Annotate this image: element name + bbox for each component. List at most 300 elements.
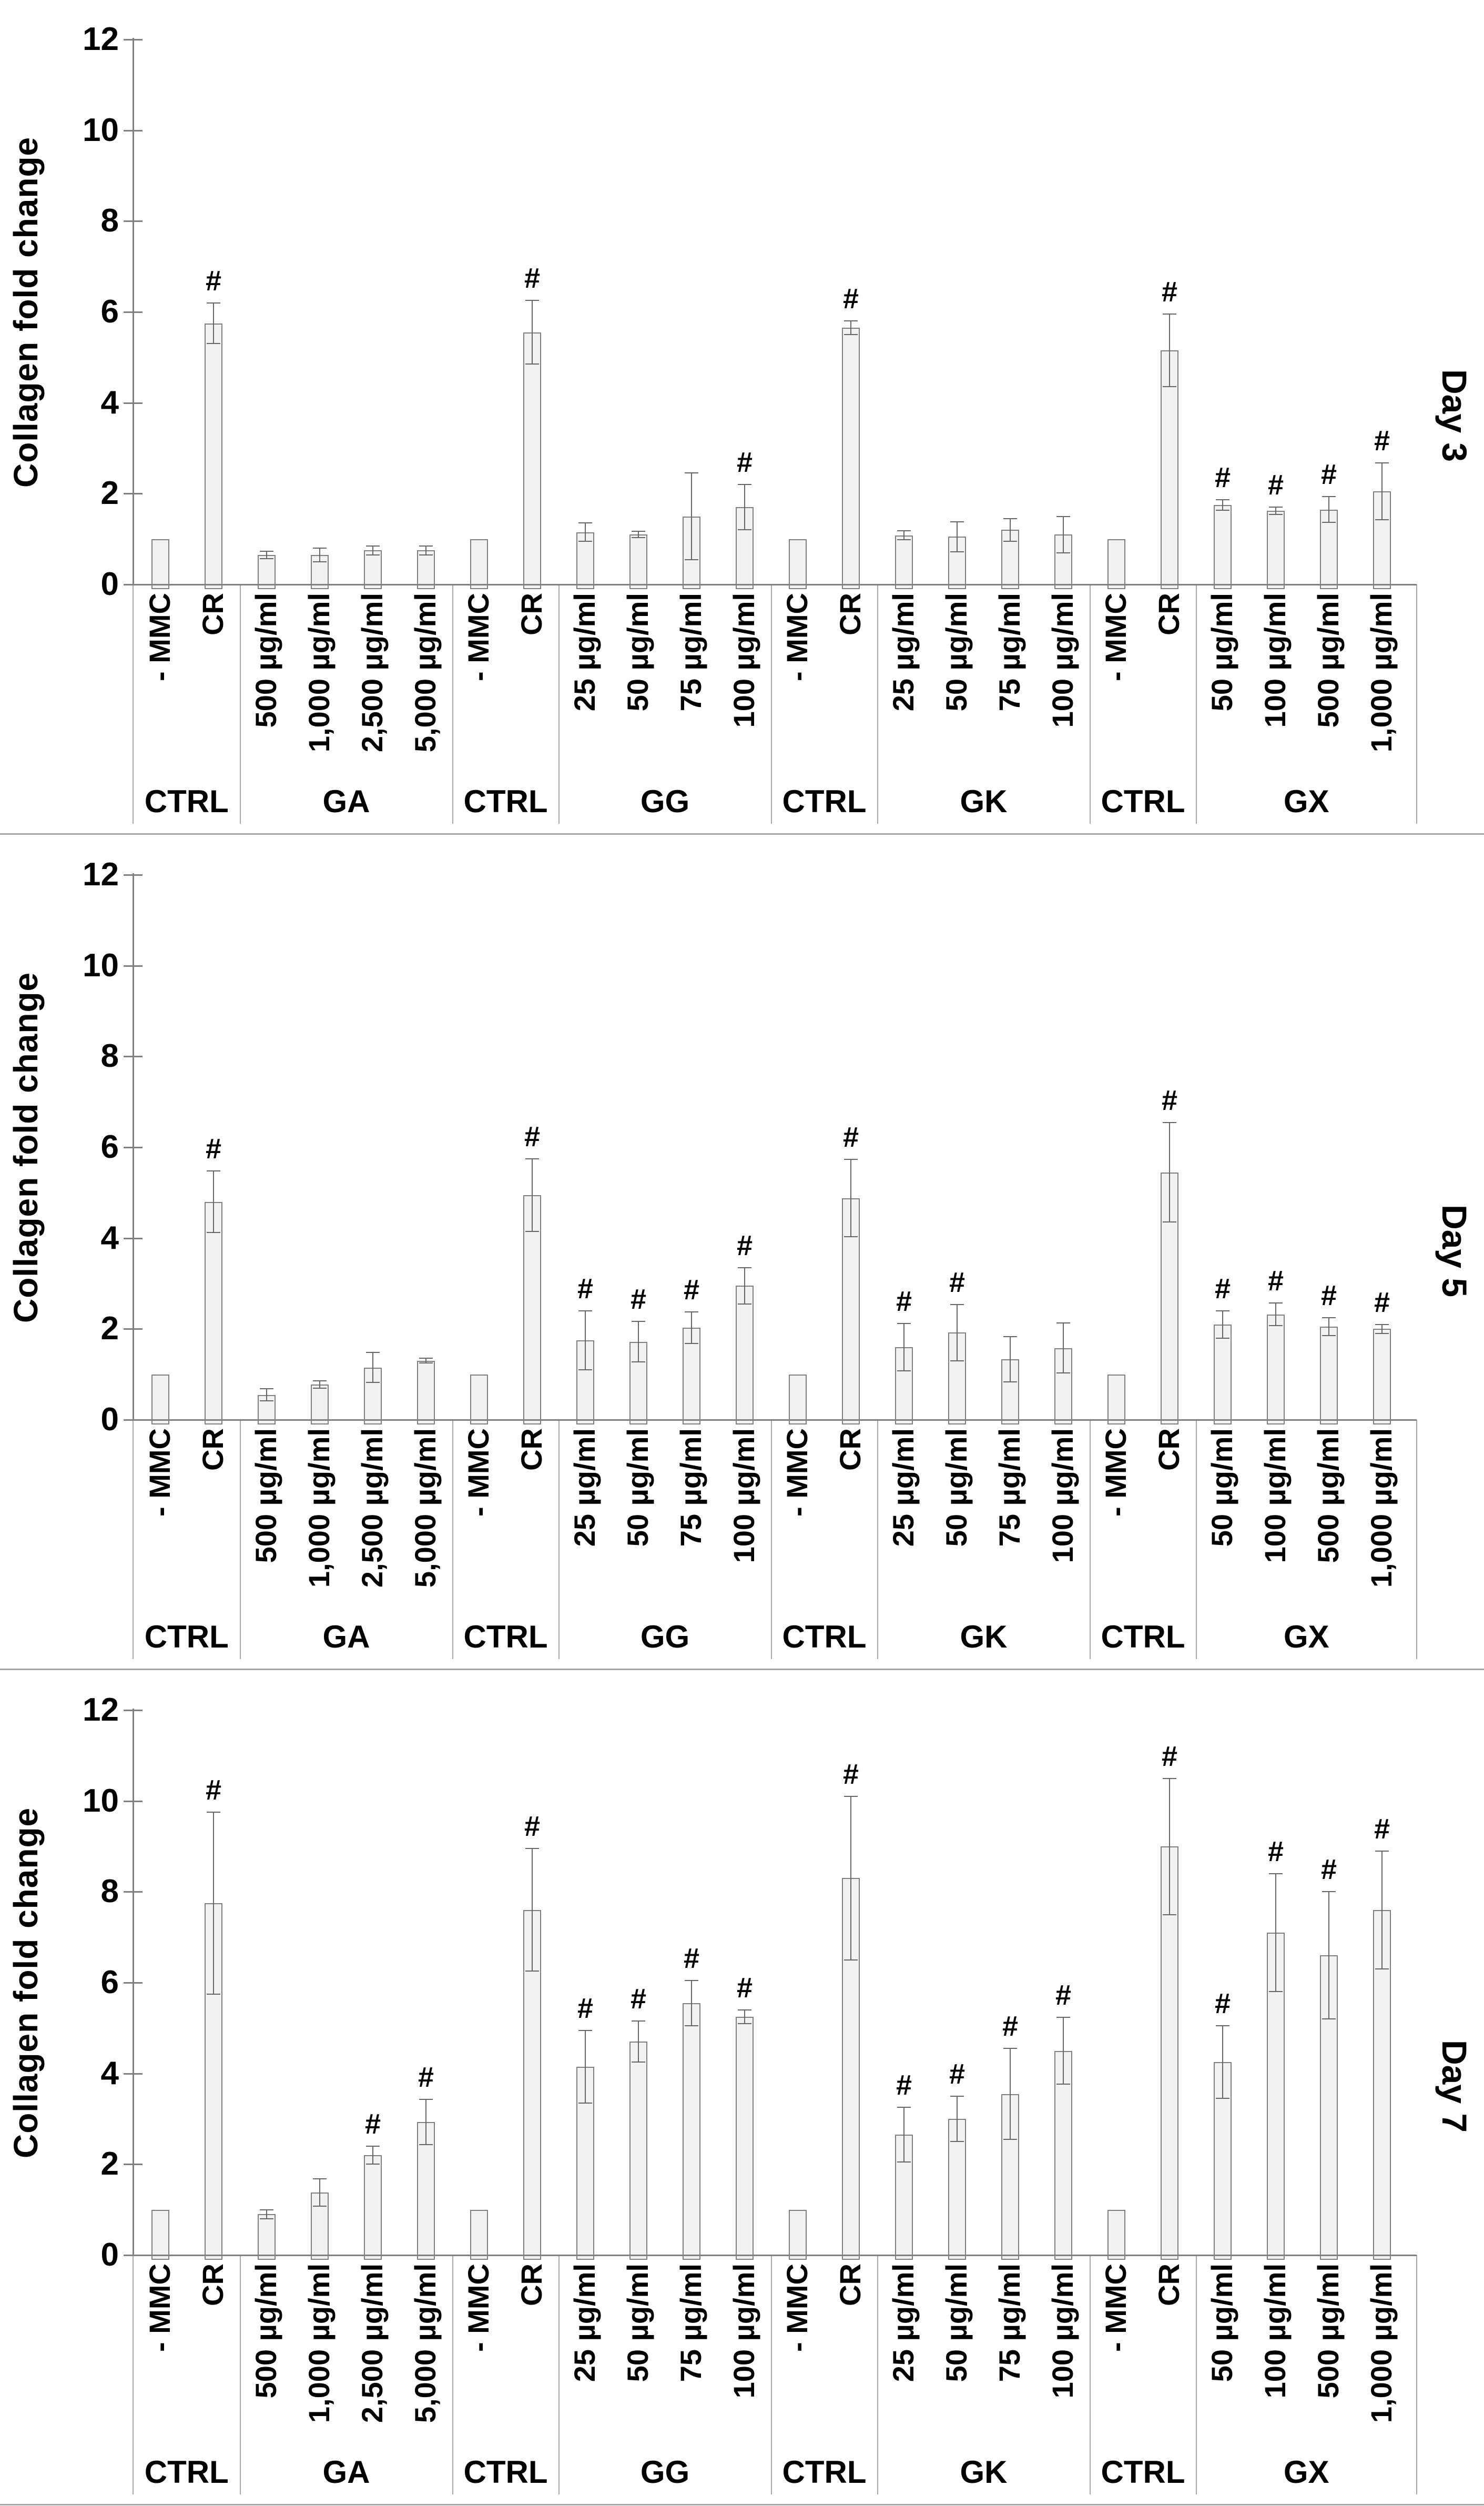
error-bar-cap-top xyxy=(1003,518,1017,519)
error-bar-cap-bottom xyxy=(950,1360,964,1361)
category-label: CR xyxy=(515,593,548,635)
error-bar-cap-bottom xyxy=(1216,510,1229,511)
error-bar-cap-top xyxy=(1163,1778,1176,1779)
category-label: 100 µg/ml xyxy=(1258,2264,1292,2399)
error-bar-cap-bottom xyxy=(525,363,539,365)
error-bar-cap-bottom xyxy=(632,1361,645,1362)
category-label: - MMC xyxy=(143,1428,176,1517)
error-bar xyxy=(585,523,586,541)
error-bar xyxy=(1169,1123,1170,1222)
category-label: 500 µg/ml xyxy=(1312,1428,1345,1563)
y-tick-label: 8 xyxy=(100,1873,119,1910)
label-table-separator xyxy=(452,1420,453,1659)
bar-ctrl--mmc xyxy=(151,1375,169,1424)
category-label: - MMC xyxy=(1099,593,1132,681)
error-bar-cap-top xyxy=(738,2009,751,2010)
significance-marker: # xyxy=(842,283,859,315)
error-bar-cap-top xyxy=(1056,2017,1070,2018)
y-axis-tick xyxy=(124,965,143,967)
error-bar-cap-top xyxy=(366,545,380,547)
group-label-gx-7: GX xyxy=(1283,784,1329,819)
significance-marker: # xyxy=(683,1274,700,1306)
error-bar-cap-top xyxy=(578,1310,592,1311)
error-bar-cap-top xyxy=(844,1159,858,1160)
category-label: 100 µg/ml xyxy=(1046,2264,1079,2399)
category-label: CR xyxy=(1152,1428,1185,1471)
category-label: CR xyxy=(1152,2264,1185,2306)
error-bar-cap-bottom xyxy=(260,2218,273,2219)
group-label-ga-1: GA xyxy=(322,2454,370,2490)
group-label-gg-3: GG xyxy=(640,1619,690,1654)
error-bar xyxy=(691,473,692,559)
group-label-gg-3: GG xyxy=(640,2454,690,2490)
error-bar-cap-top xyxy=(578,2030,592,2031)
error-bar-cap-top xyxy=(578,522,592,523)
significance-marker: # xyxy=(736,1229,753,1261)
error-bar-cap-bottom xyxy=(844,1959,858,1961)
error-bar-cap-bottom xyxy=(207,343,220,344)
error-bar xyxy=(1222,500,1223,511)
error-bar-cap-top xyxy=(1269,507,1283,508)
label-table-separator xyxy=(877,2255,878,2494)
error-bar xyxy=(638,1321,639,1362)
error-bar xyxy=(1222,2026,1223,2098)
category-label: 5,000 µg/ml xyxy=(409,593,442,753)
significance-marker: # xyxy=(949,1266,965,1298)
bar-ctrl--mmc xyxy=(789,2210,807,2260)
significance-marker: # xyxy=(736,1972,753,2004)
error-bar xyxy=(372,1352,373,1382)
error-bar xyxy=(372,2146,373,2165)
category-label: 50 µg/ml xyxy=(940,593,973,712)
y-tick-label: 0 xyxy=(100,1401,119,1438)
error-bar-cap-top xyxy=(685,1980,698,1981)
error-bar-cap-bottom xyxy=(1322,1335,1336,1336)
significance-marker: # xyxy=(1214,1988,1231,2020)
error-bar-cap-bottom xyxy=(313,561,327,562)
bar-gg-100-g-ml xyxy=(736,2017,754,2260)
bar-gx-50-g-ml xyxy=(1214,1325,1232,1424)
category-label: 100 µg/ml xyxy=(727,2264,760,2399)
y-tick-label: 0 xyxy=(100,2237,119,2273)
group-label-gx-7: GX xyxy=(1283,1619,1329,1654)
category-label: 100 µg/ml xyxy=(1046,593,1079,728)
bar-ga-1-000-g-ml xyxy=(311,1385,329,1424)
error-bar-cap-top xyxy=(685,472,698,473)
error-bar-cap-bottom xyxy=(1375,1968,1389,1969)
category-label: 100 µg/ml xyxy=(727,1428,760,1563)
y-axis-tick xyxy=(124,493,143,494)
bar-gg-100-g-ml xyxy=(736,1286,754,1424)
label-table-separator xyxy=(1416,1420,1417,1659)
group-label-ga-1: GA xyxy=(322,1619,370,1654)
y-axis-tick xyxy=(124,39,143,41)
group-label-ctrl-6: CTRL xyxy=(1101,2454,1185,2490)
y-tick-label: 10 xyxy=(83,947,119,984)
label-table-separator xyxy=(771,1420,772,1659)
category-label: - MMC xyxy=(143,593,176,681)
bar-ctrl--mmc xyxy=(1107,2210,1125,2260)
y-axis-tick xyxy=(124,2164,143,2165)
error-bar-cap-bottom xyxy=(844,1236,858,1237)
category-label: 25 µg/ml xyxy=(568,593,601,712)
significance-marker: # xyxy=(896,2069,912,2101)
error-bar-cap-top xyxy=(1322,1317,1336,1318)
error-bar-cap-bottom xyxy=(1269,1325,1283,1326)
label-table-separator xyxy=(877,1420,878,1659)
significance-marker: # xyxy=(1002,2010,1019,2043)
error-bar-cap-bottom xyxy=(419,554,433,555)
error-bar-cap-top xyxy=(1003,2048,1017,2049)
y-axis-title: Collagen fold change xyxy=(7,972,45,1323)
category-label: 75 µg/ml xyxy=(674,593,707,712)
error-bar-cap-bottom xyxy=(1163,1914,1176,1915)
category-label: 25 µg/ml xyxy=(887,593,920,712)
error-bar-cap-top xyxy=(1003,1336,1017,1337)
significance-marker: # xyxy=(524,1120,541,1153)
error-bar-cap-bottom xyxy=(897,539,911,540)
panel-separator-line xyxy=(0,1669,1484,1670)
error-bar-cap-top xyxy=(897,2107,911,2108)
error-bar-cap-bottom xyxy=(738,529,751,530)
y-axis-tick xyxy=(124,1328,143,1330)
label-table-separator xyxy=(240,1420,241,1659)
error-bar-cap-bottom xyxy=(578,2103,592,2104)
significance-marker: # xyxy=(205,1133,222,1165)
significance-marker: # xyxy=(949,2058,965,2090)
y-axis-tick xyxy=(124,1982,143,1984)
significance-marker: # xyxy=(1320,1279,1337,1311)
chart-panel-day-7 xyxy=(0,1671,1484,2506)
significance-marker: # xyxy=(577,1272,594,1305)
bar-ga-2-500-g-ml xyxy=(364,550,382,589)
y-tick-label: 2 xyxy=(100,1310,119,1347)
error-bar-cap-top xyxy=(366,1352,380,1353)
error-bar xyxy=(532,300,533,364)
label-table-separator xyxy=(133,584,134,824)
significance-marker: # xyxy=(1320,1854,1337,1886)
error-bar-cap-bottom xyxy=(738,1303,751,1305)
error-bar xyxy=(1381,463,1383,519)
group-label-ctrl-4: CTRL xyxy=(782,784,867,819)
category-label: 100 µg/ml xyxy=(727,593,760,728)
error-bar-cap-bottom xyxy=(632,2062,645,2063)
error-bar-cap-bottom xyxy=(578,541,592,542)
significance-marker: # xyxy=(364,2108,381,2140)
group-label-ctrl-6: CTRL xyxy=(1101,784,1185,819)
error-bar-cap-top xyxy=(632,1321,645,1322)
error-bar-cap-bottom xyxy=(897,1370,911,1371)
category-label: 500 µg/ml xyxy=(249,2264,282,2399)
error-bar-cap-bottom xyxy=(1375,519,1389,520)
category-label: - MMC xyxy=(1099,1428,1132,1517)
bar-gx-50-g-ml xyxy=(1214,505,1232,589)
label-table-separator xyxy=(240,2255,241,2494)
x-axis xyxy=(133,2255,1417,2256)
label-table-separator xyxy=(1196,584,1197,824)
significance-marker: # xyxy=(524,262,541,295)
error-bar-cap-bottom xyxy=(525,1231,539,1232)
y-axis-title: Collagen fold change xyxy=(7,1807,45,2158)
error-bar-cap-bottom xyxy=(1322,522,1336,523)
category-label: 25 µg/ml xyxy=(568,1428,601,1547)
bar-ctrl-cr xyxy=(205,324,222,589)
y-tick-label: 4 xyxy=(100,1219,119,1256)
error-bar-cap-bottom xyxy=(1056,2084,1070,2085)
category-label: - MMC xyxy=(1099,2264,1132,2352)
error-bar-cap-top xyxy=(897,1323,911,1324)
error-bar-cap-bottom xyxy=(1269,514,1283,515)
error-bar xyxy=(1275,507,1276,514)
category-label: - MMC xyxy=(462,1428,495,1517)
error-bar-cap-top xyxy=(1322,1891,1336,1892)
bar-ctrl--mmc xyxy=(470,1375,488,1424)
error-bar-cap-bottom xyxy=(1163,1221,1176,1222)
bar-gg-50-g-ml xyxy=(629,534,647,589)
significance-marker: # xyxy=(1161,276,1178,308)
x-axis xyxy=(133,584,1417,585)
group-label-ctrl-4: CTRL xyxy=(782,2454,867,2490)
error-bar-cap-top xyxy=(525,1848,539,1849)
group-label-ctrl-0: CTRL xyxy=(144,2454,229,2490)
y-axis-tick xyxy=(124,874,143,876)
error-bar-cap-top xyxy=(525,300,539,301)
error-bar-cap-top xyxy=(419,2099,433,2100)
error-bar xyxy=(850,1796,851,1960)
group-label-gk-5: GK xyxy=(960,784,1008,819)
error-bar-cap-bottom xyxy=(844,334,858,335)
error-bar-cap-bottom xyxy=(366,554,380,555)
bar-ga-2-500-g-ml xyxy=(364,2155,382,2260)
y-tick-label: 0 xyxy=(100,566,119,602)
error-bar xyxy=(532,1159,533,1231)
bar-ctrl-cr xyxy=(205,1202,222,1424)
error-bar xyxy=(691,1980,692,2026)
bar-gx-500-g-ml xyxy=(1320,1327,1338,1424)
error-bar-cap-top xyxy=(207,1812,220,1813)
error-bar-cap-top xyxy=(950,1304,964,1305)
y-axis-tick xyxy=(124,402,143,404)
error-bar-cap-top xyxy=(1375,1851,1389,1852)
error-bar-cap-top xyxy=(313,548,327,549)
category-label: 1,000 µg/ml xyxy=(302,1428,336,1588)
label-table-separator xyxy=(1090,1420,1091,1659)
error-bar xyxy=(1010,1337,1011,1382)
y-axis-tick xyxy=(124,1147,143,1148)
error-bar xyxy=(1275,1303,1276,1326)
error-bar xyxy=(585,2030,586,2103)
category-label: - MMC xyxy=(780,593,814,681)
group-label-ctrl-0: CTRL xyxy=(144,1619,229,1654)
category-label: CR xyxy=(196,2264,229,2306)
error-bar-cap-top xyxy=(313,1380,327,1381)
significance-marker: # xyxy=(630,1283,647,1315)
y-axis-tick xyxy=(124,1801,143,1802)
error-bar xyxy=(1010,2048,1011,2139)
error-bar-cap-top xyxy=(260,1388,273,1389)
category-label: 75 µg/ml xyxy=(993,2264,1026,2382)
error-bar-cap-top xyxy=(738,484,751,485)
y-tick-label: 4 xyxy=(100,384,119,421)
significance-marker: # xyxy=(205,265,222,297)
label-table-separator xyxy=(771,584,772,824)
label-table-separator xyxy=(558,1420,560,1659)
error-bar-cap-top xyxy=(950,2096,964,2097)
y-tick-label: 10 xyxy=(83,1782,119,1819)
category-label: 1,000 µg/ml xyxy=(1365,2264,1398,2423)
bar-ctrl--mmc xyxy=(789,1375,807,1424)
error-bar xyxy=(1328,1318,1329,1336)
error-bar-cap-bottom xyxy=(1003,541,1017,542)
y-axis-tick xyxy=(124,311,143,313)
significance-marker: # xyxy=(1267,1835,1284,1867)
y-tick-label: 2 xyxy=(100,2146,119,2182)
category-label: 5,000 µg/ml xyxy=(409,2264,442,2423)
category-label: 5,000 µg/ml xyxy=(409,1428,442,1588)
error-bar xyxy=(744,1268,745,1304)
error-bar-cap-bottom xyxy=(525,1971,539,1972)
category-label: 100 µg/ml xyxy=(1258,1428,1292,1563)
x-axis xyxy=(133,1419,1417,1421)
significance-marker: # xyxy=(1161,1740,1178,1772)
category-label: 2,500 µg/ml xyxy=(355,2264,389,2423)
category-label: - MMC xyxy=(780,1428,814,1517)
bar-gx-100-g-ml xyxy=(1267,1315,1285,1424)
y-tick-label: 6 xyxy=(100,1964,119,2001)
group-label-gk-5: GK xyxy=(960,1619,1008,1654)
category-label: CR xyxy=(196,1428,229,1471)
error-bar xyxy=(266,2210,267,2219)
error-bar-cap-top xyxy=(950,521,964,522)
error-bar-cap-top xyxy=(1322,496,1336,497)
error-bar-cap-top xyxy=(1375,1324,1389,1325)
category-label: 1,000 µg/ml xyxy=(302,2264,336,2423)
label-table-separator xyxy=(1196,2255,1197,2494)
group-label-ctrl-4: CTRL xyxy=(782,1619,867,1654)
significance-marker: # xyxy=(1374,1813,1390,1845)
group-label-gx-7: GX xyxy=(1283,2454,1329,2490)
group-label-ctrl-0: CTRL xyxy=(144,784,229,819)
error-bar xyxy=(213,1171,214,1232)
label-table-separator xyxy=(771,2255,772,2494)
error-bar xyxy=(744,484,745,530)
error-bar-cap-top xyxy=(366,2146,380,2147)
y-tick-label: 10 xyxy=(83,112,119,148)
y-tick-label: 12 xyxy=(83,1692,119,1729)
category-label: - MMC xyxy=(143,2264,176,2352)
y-axis-tick xyxy=(124,220,143,222)
error-bar xyxy=(1169,314,1170,387)
error-bar-cap-bottom xyxy=(685,1343,698,1344)
error-bar-cap-bottom xyxy=(1375,1333,1389,1334)
error-bar-cap-bottom xyxy=(419,1362,433,1363)
chart-panel-day-3 xyxy=(0,0,1484,835)
error-bar-cap-bottom xyxy=(1322,2018,1336,2019)
category-label: 500 µg/ml xyxy=(249,593,282,728)
group-label-gk-5: GK xyxy=(960,2454,1008,2490)
bar-ga-5-000-g-ml xyxy=(417,550,435,589)
error-bar xyxy=(638,2021,639,2062)
error-bar xyxy=(744,2010,745,2024)
y-tick-label: 8 xyxy=(100,1038,119,1075)
label-table-separator xyxy=(1090,2255,1091,2494)
category-label: 50 µg/ml xyxy=(940,1428,973,1547)
group-label-ga-1: GA xyxy=(322,784,370,819)
y-axis-tick xyxy=(124,2073,143,2075)
error-bar-cap-top xyxy=(897,530,911,531)
error-bar-cap-top xyxy=(1269,1873,1283,1874)
category-label: 2,500 µg/ml xyxy=(355,1428,389,1588)
error-bar-cap-bottom xyxy=(260,558,273,559)
error-bar xyxy=(585,1311,586,1370)
error-bar-cap-bottom xyxy=(1216,2098,1229,2099)
category-label: CR xyxy=(834,2264,867,2306)
error-bar xyxy=(691,1312,692,1343)
group-label-gg-3: GG xyxy=(640,784,690,819)
y-axis-tick xyxy=(124,1710,143,1711)
error-bar-cap-bottom xyxy=(685,559,698,560)
category-label: - MMC xyxy=(462,2264,495,2352)
error-bar-cap-top xyxy=(1163,1122,1176,1123)
significance-marker: # xyxy=(1214,1272,1231,1305)
category-label: 50 µg/ml xyxy=(621,593,654,712)
error-bar-cap-top xyxy=(1163,314,1176,315)
label-table-separator xyxy=(558,2255,560,2494)
error-bar xyxy=(903,531,904,540)
category-label: CR xyxy=(834,1428,867,1471)
category-label: 75 µg/ml xyxy=(993,593,1026,712)
error-bar-cap-top xyxy=(1056,516,1070,517)
panel-separator-line xyxy=(0,2504,1484,2505)
error-bar-cap-top xyxy=(1056,1322,1070,1323)
category-label: 50 µg/ml xyxy=(1205,593,1238,712)
label-table-separator xyxy=(1196,1420,1197,1659)
significance-marker: # xyxy=(1161,1084,1178,1116)
error-bar xyxy=(1169,1779,1170,1915)
error-bar xyxy=(425,2099,426,2145)
error-bar-cap-bottom xyxy=(207,1232,220,1233)
error-bar-cap-bottom xyxy=(313,1388,327,1389)
y-tick-label: 4 xyxy=(100,2055,119,2091)
error-bar-cap-bottom xyxy=(1056,552,1070,553)
category-label: 500 µg/ml xyxy=(1312,2264,1345,2399)
panel-day-label: Day 5 xyxy=(1435,1204,1474,1298)
error-bar-cap-bottom xyxy=(950,551,964,552)
category-label: 50 µg/ml xyxy=(1205,1428,1238,1547)
category-label: 50 µg/ml xyxy=(940,2264,973,2382)
significance-marker: # xyxy=(842,1121,859,1154)
category-label: 1,000 µg/ml xyxy=(302,593,336,753)
category-label: 1,000 µg/ml xyxy=(1365,593,1398,753)
bar-ga-5-000-g-ml xyxy=(417,1361,435,1424)
label-table-separator xyxy=(240,584,241,824)
significance-marker: # xyxy=(1267,1265,1284,1297)
category-label: - MMC xyxy=(780,2264,814,2352)
error-bar xyxy=(319,2179,320,2206)
category-label: 75 µg/ml xyxy=(674,1428,707,1547)
error-bar-cap-top xyxy=(1216,499,1229,500)
y-tick-label: 12 xyxy=(83,21,119,58)
error-bar-cap-bottom xyxy=(1163,386,1176,387)
y-axis-title: Collagen fold change xyxy=(7,136,45,488)
category-label: 25 µg/ml xyxy=(568,2264,601,2382)
label-table-separator xyxy=(1090,584,1091,824)
category-label: CR xyxy=(515,1428,548,1471)
y-tick-label: 12 xyxy=(83,856,119,893)
chart-panel-day-5 xyxy=(0,835,1484,1671)
label-table-separator xyxy=(1416,584,1417,824)
error-bar-cap-top xyxy=(525,1158,539,1159)
